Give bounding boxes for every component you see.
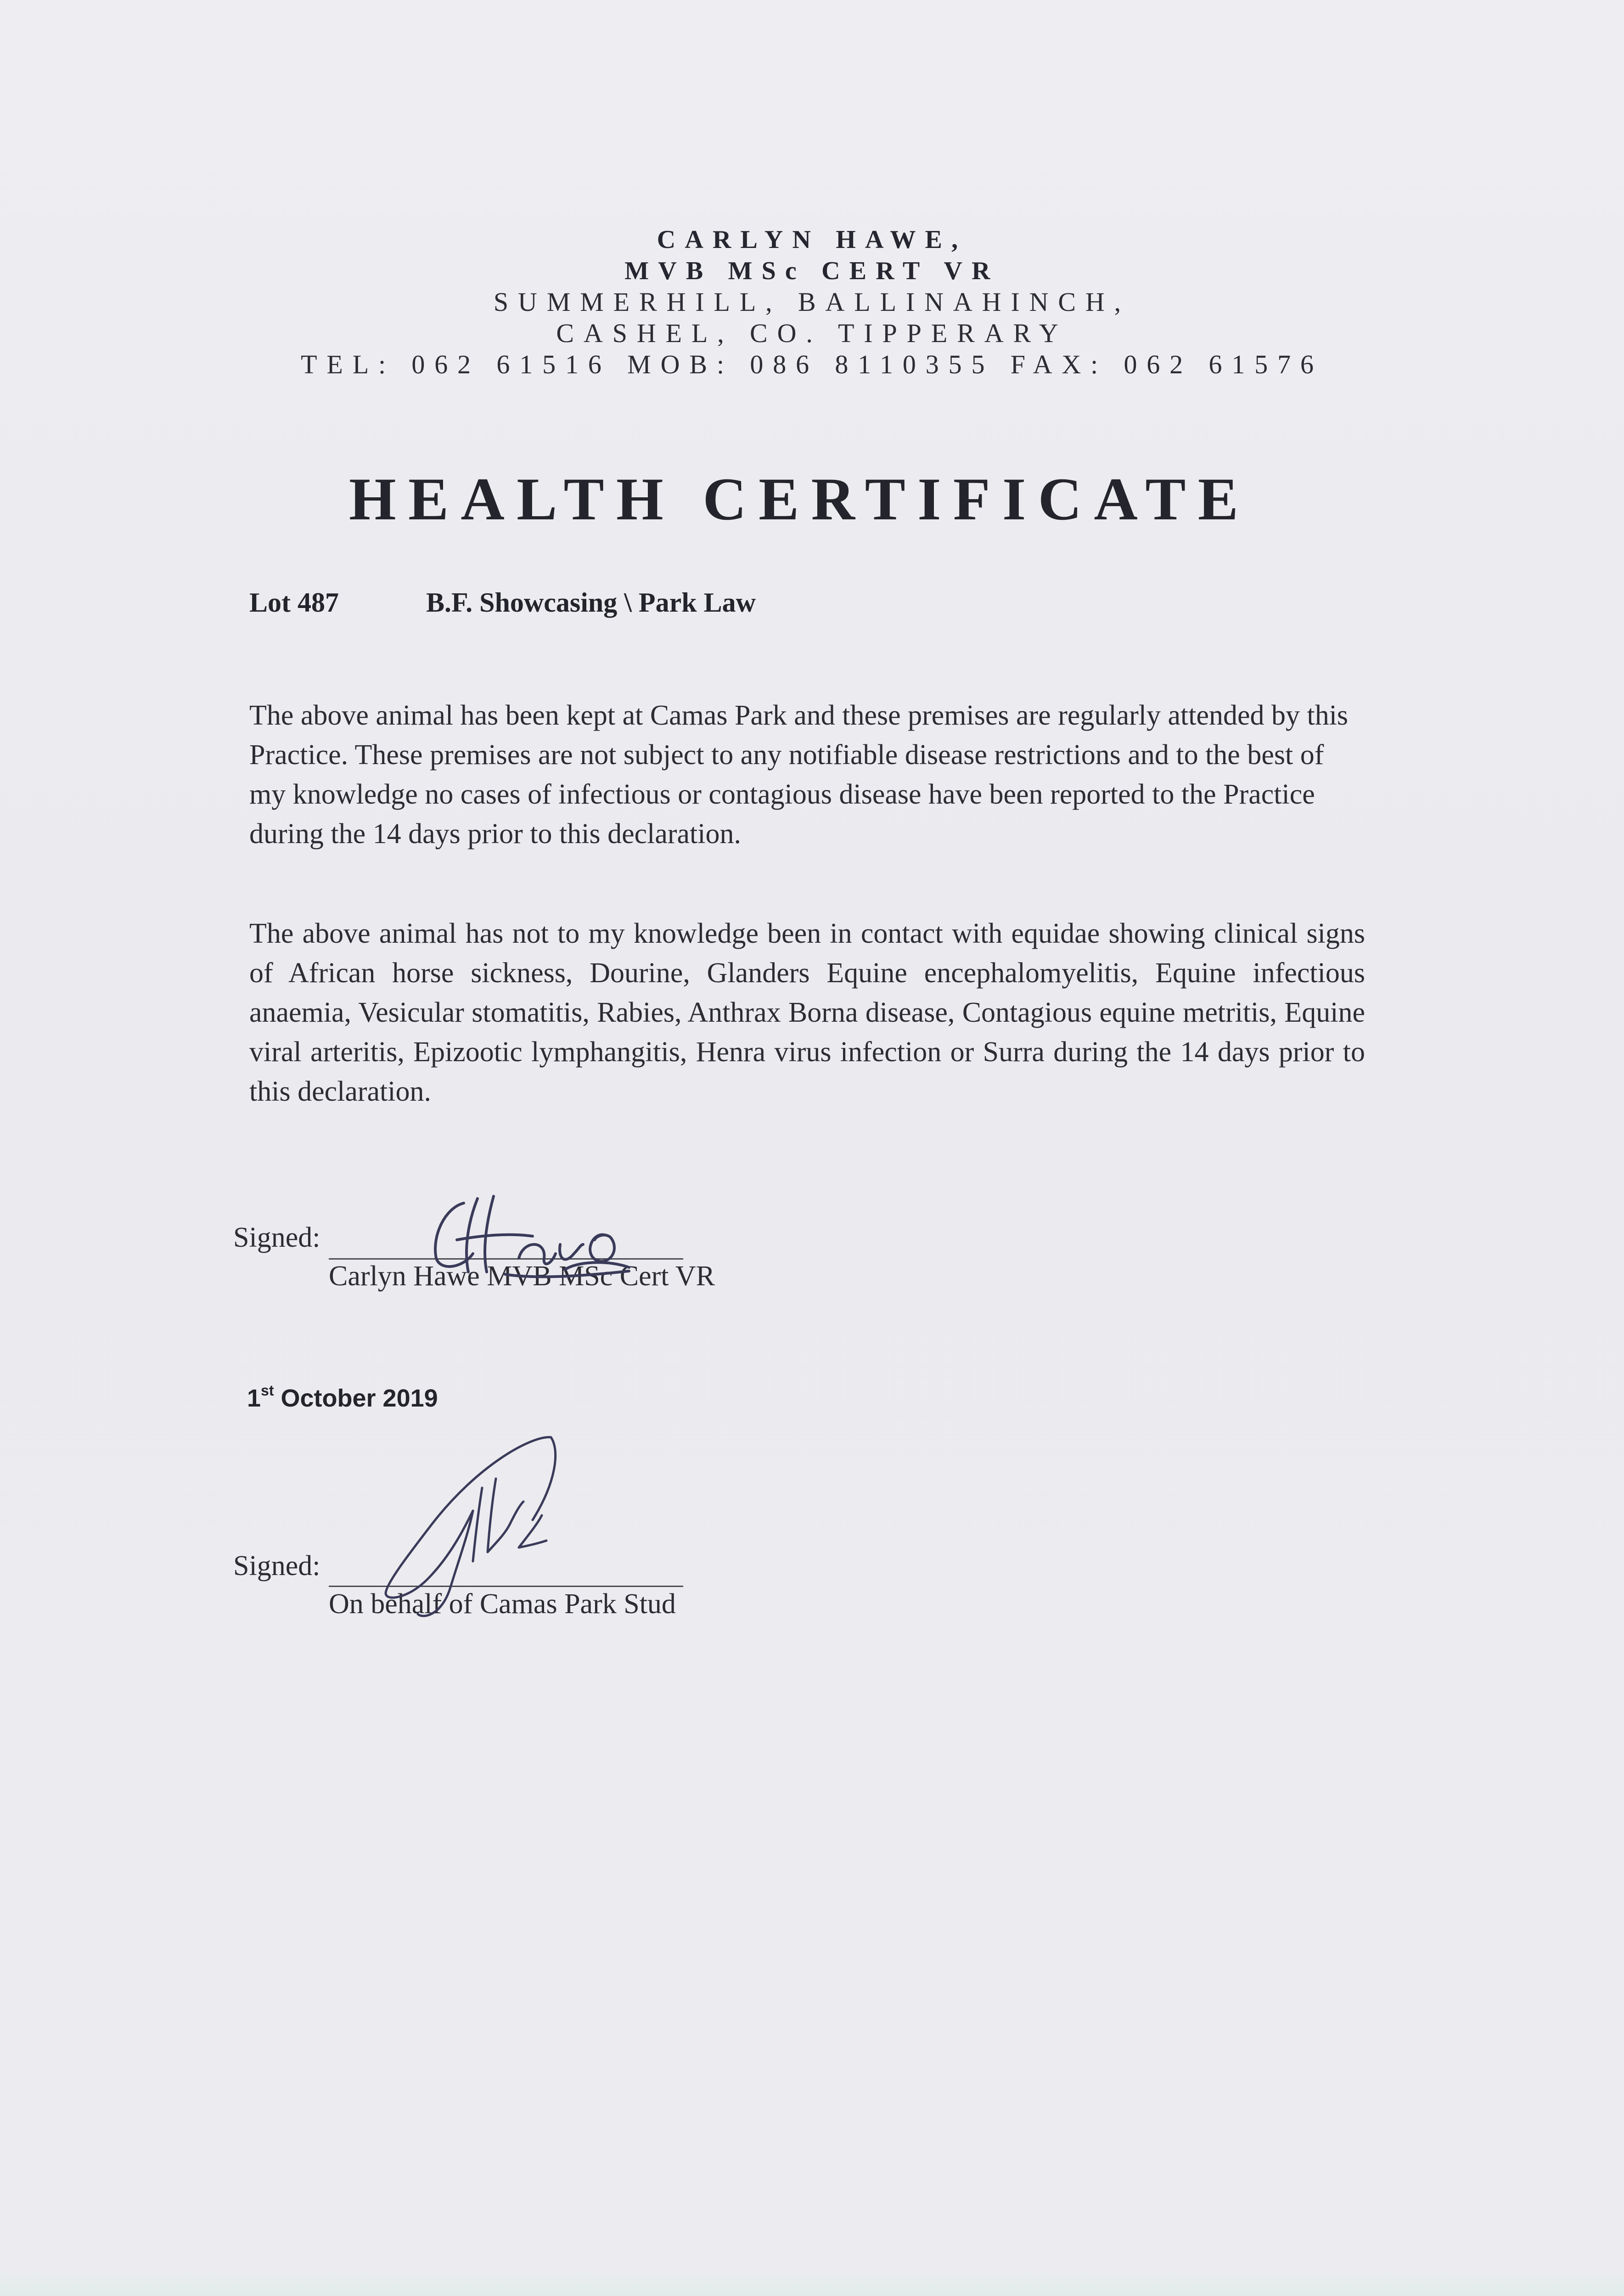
- date-suffix: st: [261, 1382, 274, 1399]
- stud-handwritten-signature: [358, 1428, 569, 1621]
- vet-handwritten-signature: [413, 1185, 670, 1286]
- premises-declaration: The above animal has been kept at Camas Park and these premises are regularly attended by this Practice. These premises are not subject to any notifiable disease restrictions and to the best of my knowledge no cases of infectious or contagious disease have been reported to the Practice during the 14 days prior to this declaration.: [249, 700, 1349, 850]
- date-day: 1: [247, 1384, 261, 1412]
- address-line-2: CASHEL, CO. TIPPERARY: [556, 318, 1068, 348]
- stud-signature-caption: On behalf of Camas Park Stud: [329, 1588, 676, 1620]
- contact-numbers: TEL: 062 61516 MOB: 086 8110355 FAX: 062 61576: [301, 349, 1323, 379]
- address-line-1: SUMMERHILL, BALLINAHINCH,: [493, 287, 1131, 317]
- signature-date: [247, 1382, 438, 1412]
- vet-signature-caption: Carlyn Hawe MVB MSc Cert VR: [329, 1261, 715, 1292]
- horse-name: B.F. Showcasing \ Park Law: [426, 587, 756, 618]
- lot-number: Lot 487: [249, 587, 339, 618]
- stud-signed-label: Signed:: [233, 1550, 320, 1581]
- contact-declaration: The above animal has not to my knowledge been in contact with equidae showing clinical signs of African horse sickness, Dourine, Glanders Equine encephalomyelitis, Equine infectious anaemia, Vesicular stomatitis, Rabies, Anthrax Borna disease, Contagious equine metritis, Equine viral arteritis, Epizootic lymphangitis, Henra virus infection or Surra during the 14 days prior to this declaration.: [249, 918, 1365, 1107]
- date-month-year: October 2019: [281, 1384, 438, 1412]
- document-title: HEALTH CERTIFICATE: [349, 465, 1251, 533]
- scan-bottom-edge: [0, 2268, 1624, 2296]
- vet-qualifications: MVB MSc CERT VR: [624, 257, 1000, 285]
- vet-signed-label: Signed:: [233, 1222, 320, 1253]
- vet-name: CARLYN HAWE,: [657, 225, 967, 254]
- letterhead: [0, 224, 1624, 380]
